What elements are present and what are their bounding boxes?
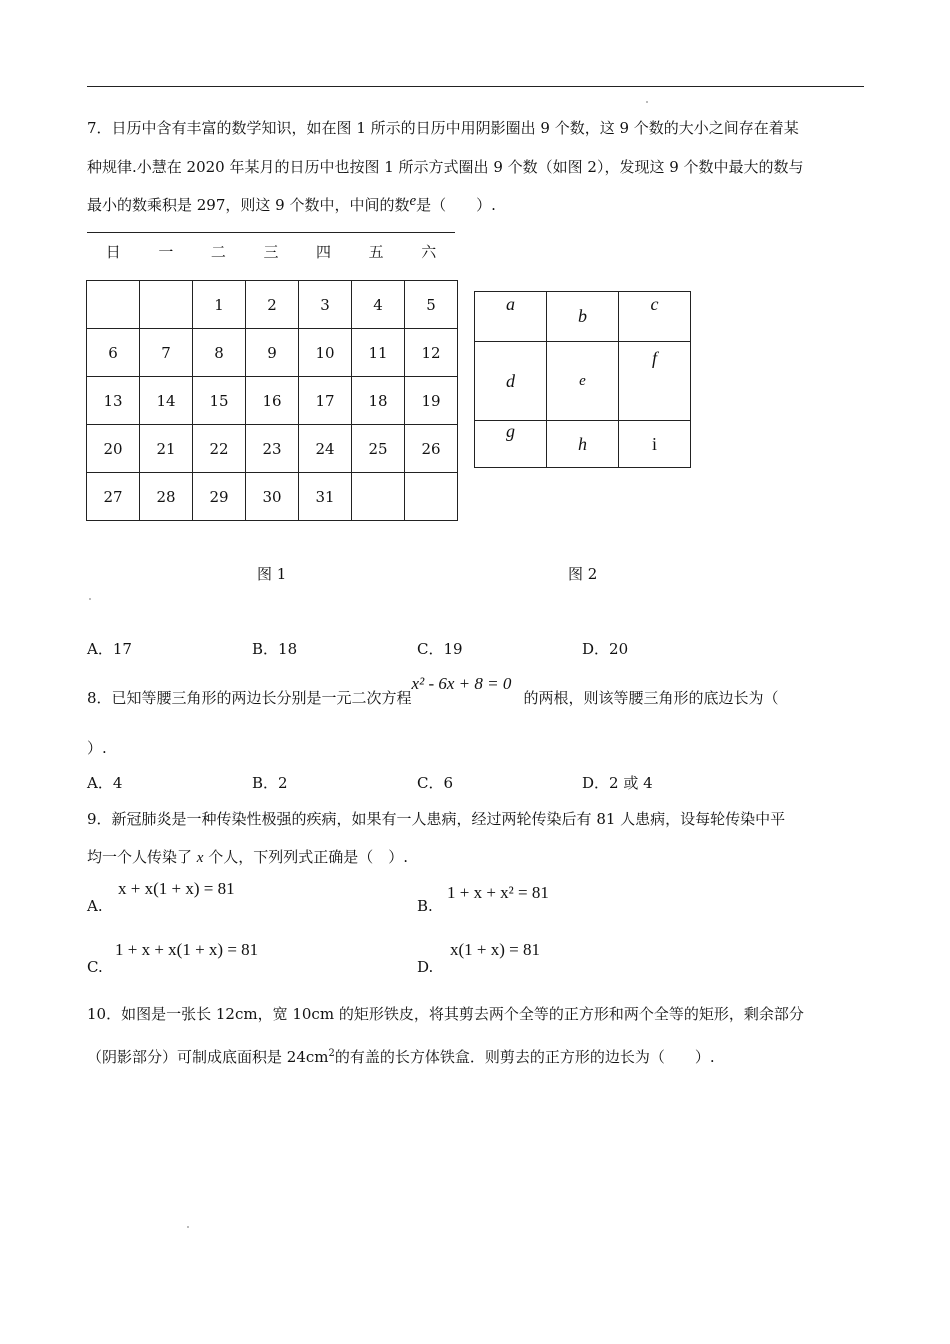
calendar-cell [352, 473, 405, 521]
header-rule [87, 86, 864, 87]
calendar-row [87, 377, 458, 425]
q10-text-line1: 10．如图是一张长 12cm，宽 10cm 的矩形铁皮，将其剪去两个全等的正方形和两个全等的矩形，剩余部分 [87, 1005, 804, 1023]
grid-row [475, 342, 691, 421]
q7-text-line3 [87, 195, 496, 216]
weekday-label: 五 [368, 243, 384, 261]
q9-line2-pre: 均一个人传染了 [87, 848, 193, 866]
q8-line1-pre: 8．已知等腰三角形的两边长分别是一元二次方程 [87, 689, 412, 707]
weekday-label: 四 [316, 243, 332, 261]
q9-option-d-formula: x(1 + x) = 81 [450, 940, 540, 959]
stray-mark [89, 598, 91, 600]
grid-cell-i: i [619, 421, 691, 468]
calendar-cell: 27 [87, 473, 140, 521]
calendar-cell [87, 281, 140, 329]
q9-option-a-label: A. [87, 897, 103, 915]
calendar-cell: 14 [140, 377, 193, 425]
grid-row [475, 421, 691, 468]
weekday-label: 二 [210, 243, 226, 261]
q7-line3-pre: 最小的数乘积是 297，则这 9 个数中，中间的数 [87, 196, 410, 214]
q10-line2-pre: （阴影部分）可制成底面积是 24cm [87, 1048, 329, 1066]
q7-option-b: B．18 [252, 640, 298, 658]
calendar-cell: 23 [246, 425, 299, 473]
calendar-cell: 31 [299, 473, 352, 521]
q9-line2-post: 个人，下列列式正确是（ ）. [208, 848, 409, 866]
q8-option-b: B．2 [252, 774, 288, 792]
calendar-row [87, 425, 458, 473]
calendar-cell: 30 [246, 473, 299, 521]
calendar-cell [140, 281, 193, 329]
q9-option-b-formula: 1 + x + x² = 81 [447, 883, 549, 902]
q9-option-c-label: C. [87, 958, 103, 976]
calendar-cell: 18 [352, 377, 405, 425]
nine-number-grid-figure-2 [474, 291, 691, 468]
grid-cell-a: a [475, 292, 547, 342]
calendar-cell [405, 473, 458, 521]
calendar-header-rule [87, 232, 455, 233]
calendar-cell: 9 [246, 329, 299, 377]
q10-line2-post: 的有盖的长方体铁盒．则剪去的正方形的边长为（ ）. [334, 1048, 715, 1066]
q10-text-line2 [87, 1044, 715, 1067]
q9-option-b-label: B. [417, 897, 433, 915]
stray-mark [646, 101, 648, 103]
calendar-cell: 20 [87, 425, 140, 473]
calendar-cell: 6 [87, 329, 140, 377]
calendar-cell: 10 [299, 329, 352, 377]
calendar-cell: 2 [246, 281, 299, 329]
calendar-cell: 15 [193, 377, 246, 425]
q7-variable-e: e [409, 193, 417, 209]
calendar-cell: 29 [193, 473, 246, 521]
q8-option-d: D．2 或 4 [582, 774, 653, 792]
grid-cell-h: h [547, 421, 619, 468]
q9-text-line1: 9．新冠肺炎是一种传染性极强的疾病，如果有一人患病，经过两轮传染后有 81 人患病，设每轮传染中平 [87, 810, 786, 828]
q8-option-a: A．4 [87, 774, 123, 792]
calendar-cell: 11 [352, 329, 405, 377]
weekday-label: 三 [263, 243, 279, 261]
q7-option-d: D．20 [582, 640, 629, 658]
weekday-label: 六 [421, 243, 437, 261]
calendar-cell: 8 [193, 329, 246, 377]
calendar-row [87, 281, 458, 329]
calendar-cell: 22 [193, 425, 246, 473]
q8-text-line2: ）. [87, 739, 107, 757]
q8-text-line1 [87, 674, 779, 708]
calendar-weekday-header [87, 240, 455, 264]
q7-line3-post: 是（ ）. [416, 196, 496, 214]
grid-cell-d: d [475, 342, 547, 421]
calendar-cell: 25 [352, 425, 405, 473]
grid-cell-e: e [547, 342, 619, 421]
q8-line1-post: 的两根，则该等腰三角形的底边长为（ [523, 689, 779, 707]
calendar-cell: 3 [299, 281, 352, 329]
calendar-cell: 12 [405, 329, 458, 377]
weekday-label: 一 [158, 243, 174, 261]
q9-option-c-formula: 1 + x + x(1 + x) = 81 [115, 940, 259, 959]
calendar-cell: 21 [140, 425, 193, 473]
q9-option-a-formula: x + x(1 + x) = 81 [118, 879, 235, 898]
figure-2-caption: 图 2 [568, 565, 598, 583]
calendar-row [87, 473, 458, 521]
q7-text-line1: 7．日历中含有丰富的数学知识，如在图 1 所示的日历中用阴影圈出 9 个数，这 9 个数的大小之间存在着某 [87, 119, 799, 137]
q8-equation: x² - 6x + 8 = 0 [411, 674, 512, 693]
calendar-cell: 5 [405, 281, 458, 329]
q9-variable-x: x [196, 850, 204, 866]
q7-option-c: C．19 [417, 640, 463, 658]
calendar-figure-1 [86, 280, 458, 521]
q7-option-a: A．17 [87, 640, 132, 658]
calendar-cell: 13 [87, 377, 140, 425]
grid-cell-c: c [619, 292, 691, 342]
calendar-cell: 28 [140, 473, 193, 521]
weekday-label: 日 [105, 243, 121, 261]
q7-text-line2: 种规律.小慧在 2020 年某月的日历中也按图 1 所示方式圈出 9 个数（如图 2），发现这 9 个数中最大的数与 [87, 158, 804, 176]
grid-cell-g: g [475, 421, 547, 468]
q9-option-d-label: D. [417, 958, 434, 976]
q9-text-line2 [87, 847, 408, 868]
calendar-cell: 4 [352, 281, 405, 329]
calendar-row [87, 329, 458, 377]
grid-cell-f: f [619, 342, 691, 421]
grid-row [475, 292, 691, 342]
grid-cell-b: b [547, 292, 619, 342]
calendar-cell: 7 [140, 329, 193, 377]
calendar-cell: 1 [193, 281, 246, 329]
calendar-cell: 24 [299, 425, 352, 473]
stray-mark [187, 1226, 189, 1228]
calendar-cell: 17 [299, 377, 352, 425]
figure-1-caption: 图 1 [257, 565, 287, 583]
calendar-cell: 16 [246, 377, 299, 425]
calendar-cell: 19 [405, 377, 458, 425]
q8-option-c: C．6 [417, 774, 454, 792]
q10-superscript: 2 [328, 1048, 335, 1059]
calendar-cell: 26 [405, 425, 458, 473]
